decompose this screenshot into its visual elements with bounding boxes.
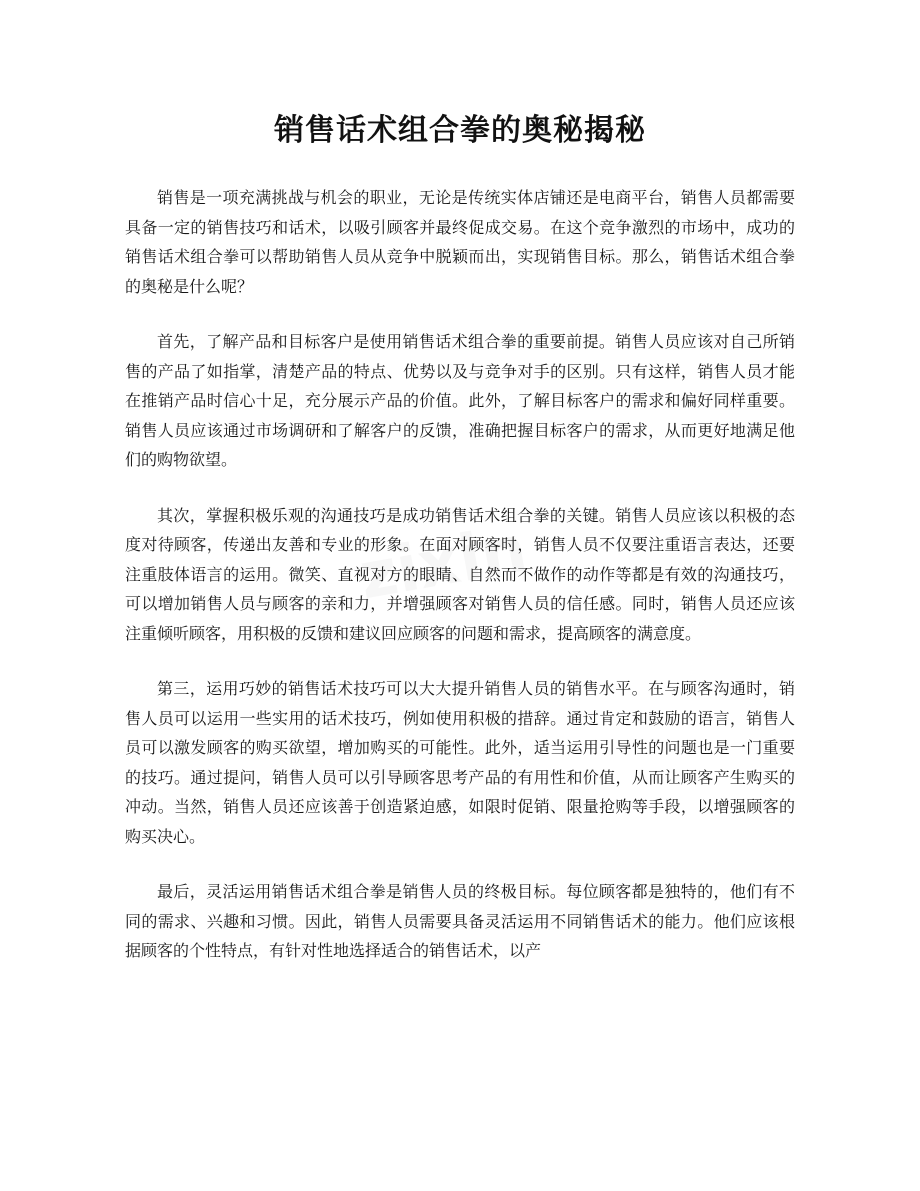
document-title: 销售话术组合拳的奥秘揭秘 xyxy=(274,113,646,148)
paragraph-5: 最后，灵活运用销售话术组合拳是销售人员的终极目标。每位顾客都是独特的，他们有不同的需求、兴趣和习惯。因此，销售人员需要具备灵活运用不同销售话术的能力。他们应该根据顾客的个性特点，有针对性地选择适合的销售话术，以产 xyxy=(125,882,795,960)
document-body xyxy=(125,183,795,992)
watermark: zixin xyxy=(354,512,533,615)
paragraph-3: 其次，掌握积极乐观的沟通技巧是成功销售话术组合拳的关键。销售人员应该以积极的态度对待顾客，传递出友善和专业的形象。在面对顾客时，销售人员不仅要注重语言表达，还要注重肢体语言的运用。微笑、直视对方的眼睛、自然而不做作的动作等都是有效的沟通技巧，可以增加销售人员与顾客的亲和力，并增强顾客对销售人员的信任感。同时，销售人员还应该注重倾听顾客，用积极的反馈和建议回应顾客的问题和需求，提高顾客的满意度。 xyxy=(125,505,795,643)
paragraph-4: 第三，运用巧妙的销售话术技巧可以大大提升销售人员的销售水平。在与顾客沟通时，销售人员可以运用一些实用的话术技巧，例如使用积极的措辞。通过肯定和鼓励的语言，销售人员可以激发顾客的购买欲望，增加购买的可能性。此外，适当运用引导性的问题也是一门重要的技巧。通过提问，销售人员可以引导顾客思考产品的有用性和价值，从而让顾客产生购买的冲动。当然，销售人员还应该善于创造紧迫感，如限时促销、限量抢购等手段，以增强顾客的购买决心。 xyxy=(125,679,795,846)
paragraph-2: 首先，了解产品和目标客户是使用销售话术组合拳的重要前提。销售人员应该对自己所销售的产品了如指掌，清楚产品的特点、优势以及与竞争对手的区别。只有这样，销售人员才能在推销产品时信心十足，充分展示产品的价值。此外，了解目标客户的需求和偏好同样重要。销售人员应该通过市场调研和了解客户的反馈，准确把握目标客户的需求，从而更好地满足他们的购物欲望。 xyxy=(125,332,795,469)
paragraph-1: 销售是一项充满挑战与机会的职业，无论是传统实体店铺还是电商平台，销售人员都需要具备一定的销售技巧和话术，以吸引顾客并最终促成交易。在这个竞争激烈的市场中，成功的销售话术组合拳可以帮助销售人员从竞争中脱颖而出，实现销售目标。那么，销售话术组合拳的奥秘是什么呢？ xyxy=(125,188,795,296)
